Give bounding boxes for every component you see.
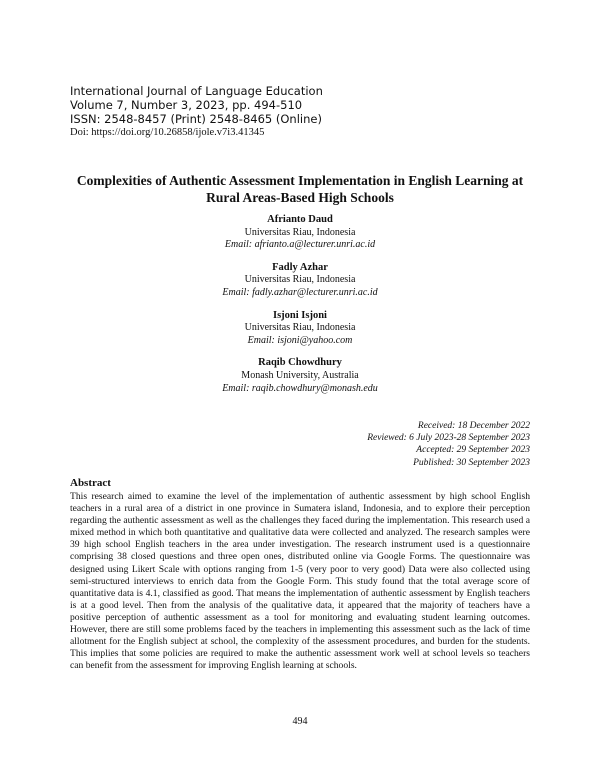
abstract-text: This research aimed to examine the level of the implementation of authentic assessment by high school English teachers in a rural area of a district in one province in Sumatera island, Indonesia, and to explore their perception regarding the authentic assessment as well as the challenges they faced during the implementation. This research used a mixed method in which both quantitative and qualitative data were collected and analyzed. The research samples were 39 high school English teachers in the area under investigation. The research instrument used is a questionnaire comprising 38 closed questions and three open ones, distributed online via Google Forms. The questionnaire was designed using Likert Scale with options ranging from 1-5 (very poor to very good) Data were also collected using semi-structured interviews to enrich data from the Google Form. This study found that the total average score of quantitative data is 4.1, classified as good. That means the implementation of authentic assessment by English teachers is at a good level. Then from the analysis of the qualitative data, it appeared that the majority of teachers have a positive perception of authentic assessment as a tool for monitoring and evaluating student learning outcomes. However, there are still some problems faced by the teachers in implementing this assessment such as the lack of time allotment for the English subject at school, the complexity of the assessment procedures, and burden for the students. This implies that some policies are required to make the authentic assessment work well at school levels so teachers can benefit from the assessment for improving English learning at schools.: [70, 491, 530, 672]
author-affiliation: Universitas Riau, Indonesia: [244, 322, 356, 334]
article-dates: [367, 420, 530, 469]
author-email[interactable]: Email: afrianto.a@lecturer.unri.ac.id: [224, 239, 376, 251]
author-block: [70, 310, 530, 348]
journal-doi[interactable]: Doi: https://doi.org/10.26858/ijole.v7i3.41345: [70, 127, 265, 138]
author-block: [70, 357, 530, 395]
published-date: Published: 30 September 2023: [413, 457, 530, 468]
journal-name: International Journal of Language Education: [70, 84, 323, 98]
journal-issn: ISSN: 2548-8457 (Print) 2548-8465 (Online): [70, 112, 322, 126]
paper-title-line-2: Rural Areas-Based High Schools: [206, 190, 394, 205]
author-name: Isjoni Isjoni: [273, 309, 327, 321]
abstract-section: [70, 477, 530, 672]
page-number: 494: [292, 716, 308, 727]
paper-title-line-1: Complexities of Authentic Assessment Implementation in English Learning at: [76, 173, 524, 188]
author-block: [70, 214, 530, 252]
author-affiliation: Universitas Riau, Indonesia: [244, 226, 356, 238]
author-email[interactable]: Email: fadly.azhar@lecturer.unri.ac.id: [222, 286, 378, 298]
received-date: Received: 18 December 2022: [417, 421, 530, 431]
author-email[interactable]: Email: isjoni@yahoo.com: [247, 334, 353, 346]
author-affiliation: Universitas Riau, Indonesia: [244, 274, 356, 286]
reviewed-date: Reviewed: 6 July 2023-28 September 2023: [367, 433, 530, 444]
author-name: Fadly Azhar: [272, 261, 328, 273]
author-affiliation: Monash University, Australia: [241, 369, 359, 381]
journal-header: [70, 84, 323, 140]
author-list: [70, 214, 530, 405]
journal-volume: Volume 7, Number 3, 2023, pp. 494-510: [70, 98, 303, 112]
author-name: Raqib Chowdhury: [258, 357, 342, 369]
accepted-date: Accepted: 29 September 2023: [416, 445, 530, 456]
author-name: Afrianto Daud: [267, 214, 333, 225]
abstract-heading: Abstract: [70, 477, 111, 489]
paper-title: [70, 172, 530, 206]
author-block: [70, 262, 530, 300]
author-email[interactable]: Email: raqib.chowdhury@monash.edu: [222, 382, 378, 394]
